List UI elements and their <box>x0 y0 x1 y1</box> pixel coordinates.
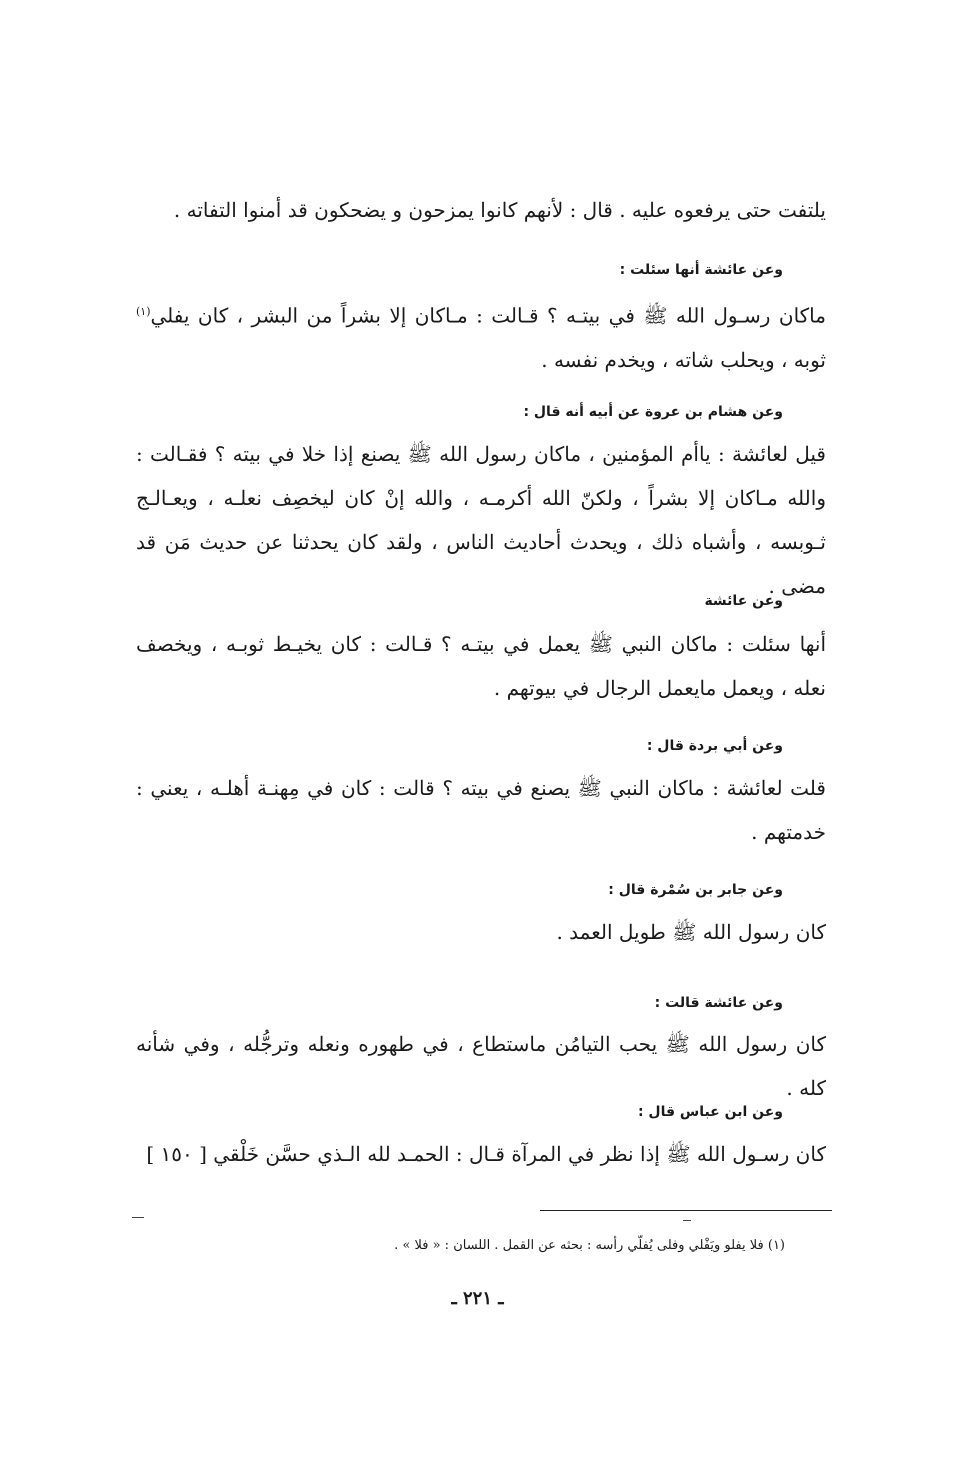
section-body-7-text: كان رسـول الله ﷺ إذا نظر في المرآة قـال : الحمـد لله الـذي حسَّن خَلْقي [ ١٥٠ ] <box>146 1142 826 1166</box>
section-body-6-text: كان رسول الله ﷺ يحب التيامُن ماستطاع ، في طهوره ونعله وترجُّله ، وفي شأنه كله . <box>136 1032 826 1100</box>
section-body-3 <box>136 622 826 710</box>
scan-speck <box>683 1220 691 1221</box>
section-body-6 <box>136 1022 826 1110</box>
intro-text: يلتفت حتى يرفعوه عليه . قال : لأنهم كانوا يمزحون و يضحكون قد أمنوا التفاته . <box>173 198 826 222</box>
section-body-5 <box>136 910 826 954</box>
section-body-2 <box>136 432 826 608</box>
section-body-1-cont: ثوبه ، ويحلب شاته ، ويخدم نفسه . <box>541 347 826 372</box>
page-number: ـ ٢٢١ ـ <box>451 1288 504 1309</box>
footnote-text: (١) فلا يفلو ويَفْلي وفلى يُفلّي رأسه : بحثه عن القمل . اللسان : « فلا » . <box>394 1238 785 1253</box>
section-heading-4: وعن أبي بردة قال : <box>646 738 783 754</box>
section-body-1-line: ماكان رسـول الله ﷺ في بيتـه ؟ قـالت : مـاكان إلا بشراً من البشر ، كان يفلي <box>150 303 826 328</box>
section-heading-7: وعن ابن عباس قال : <box>637 1104 783 1120</box>
section-heading-6: وعن عائشة قالت : <box>654 995 783 1011</box>
footnote-marker: (١) <box>136 305 151 318</box>
section-body-7 <box>136 1132 826 1176</box>
section-body-1 <box>136 290 826 382</box>
scan-speck <box>132 1217 144 1218</box>
footnote-separator <box>540 1210 832 1211</box>
section-body-4 <box>136 766 826 854</box>
section-heading-5: وعن جابر بن سُمْرة قال : <box>608 882 783 898</box>
section-body-5-text: كان رسول الله ﷺ طويل العمد . <box>556 920 826 944</box>
intro-paragraph <box>136 188 826 232</box>
section-body-3-text: أنها سئلت : ماكان النبي ﷺ يعمل في بيتـه ؟ قـالت : كان يخيـط ثوبـه ، ويخصف نعله ، ويعمل مايعمل الرجال في بيوتهم . <box>136 632 826 700</box>
section-body-2-text: قيل لعائشة : ياأم المؤمنين ، ماكان رسول الله ﷺ يصنع إذا خلا في بيته ؟ فقـالت : والله مـاكان إلا بشراً ، ولكنّ الله أكرمـه ، والله إنْ كان ليخصِف نعلـه ، ويعـالـج ثـوبسه ، وأشباه ذلك ، ويحدث أحاديث الناس ، ولقد كان يحدثنا عن حديث مَن قد مضى . <box>136 442 826 598</box>
section-heading-2: وعن هشام بن عروة عن أبيه أنه قال : <box>523 404 783 420</box>
section-body-1-text <box>136 290 826 382</box>
section-heading-1: وعن عائشة أنها سئلت : <box>619 262 783 278</box>
section-body-4-text: قلت لعائشة : ماكان النبي ﷺ يصنع في بيته ؟ قالت : كان في مِهنـة أهلـه ، يعني : خدمتهم . <box>136 776 826 844</box>
section-heading-3: وعن عائشة <box>704 593 783 609</box>
